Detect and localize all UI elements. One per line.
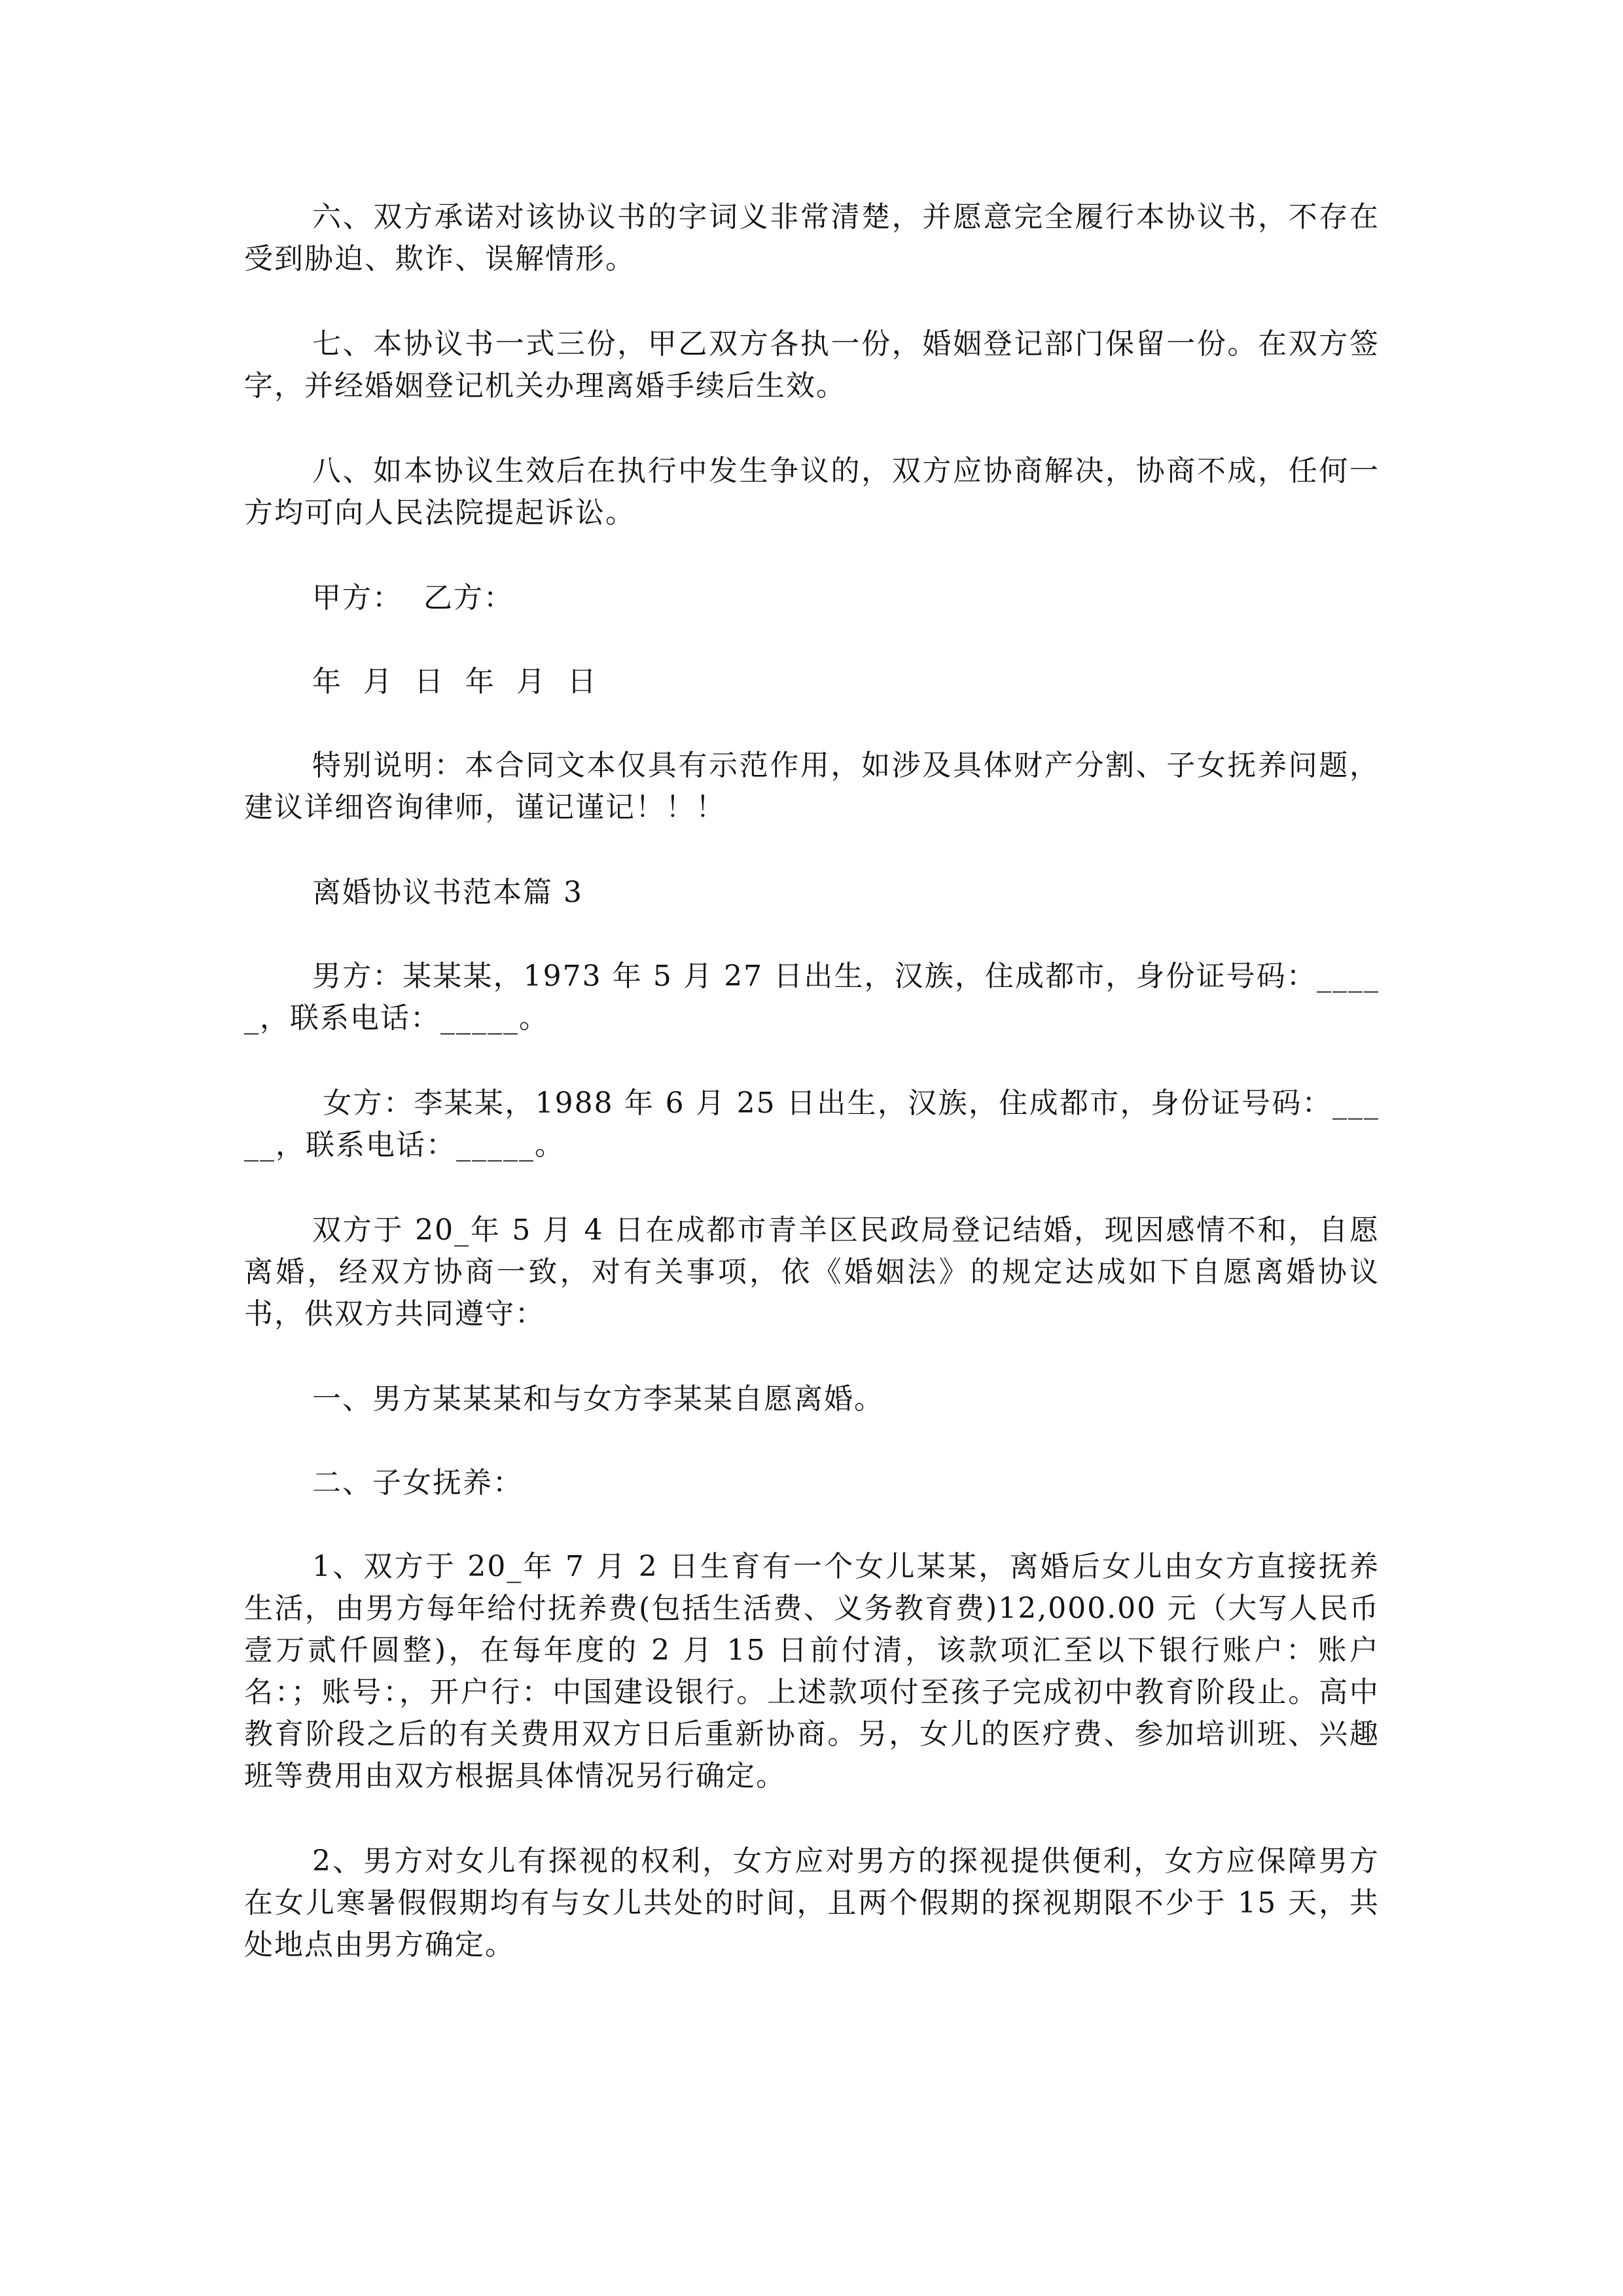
clause-seven: 七、本协议书一式三份，甲乙双方各执一份，婚姻登记部门保留一份。在双方签字，并经婚姻登记机关办理离婚手续后生效。 <box>244 327 1380 403</box>
visitation-clause: 2、男方对女儿有探视的权利，女方应对男方的探视提供便利，女方应保障男方在女儿寒暑假假期均有与女儿共处的时间，且两个假期的探视期限不少于 15 天，共处地点由男方确定。 <box>244 1844 1380 1962</box>
clause-one: 一、男方某某某和与女方李某某自愿离婚。 <box>312 1382 884 1416</box>
special-note: 特别说明：本合同文本仅具有示范作用，如涉及具体财产分割、子女抚养问题，建议详细咨询律师，谨记谨记！！！ <box>244 749 1380 824</box>
male-party-info: 男方：某某某，1973 年 5 月 27 日出生，汉族，住成都市，身份证号码：_____，联系电话：_____。 <box>244 960 1380 1035</box>
signature-dates: 年 月 日 年 月 日 <box>312 665 597 698</box>
clause-six: 六、双方承诺对该协议书的字词义非常清楚，并愿意完全履行本协议书，不存在受到胁迫、欺诈、误解情形。 <box>244 200 1380 276</box>
clause-two-heading: 二、子女抚养： <box>312 1466 523 1499</box>
agreement-preamble: 双方于 20_年 5 月 4 日在成都市青羊区民政局登记结婚，现因感情不和，自愿离婚，经双方协商一致，对有关事项，依《婚姻法》的规定达成如下自愿离婚协议书，供双方共同遵守： <box>244 1213 1380 1331</box>
clause-eight: 八、如本协议生效后在执行中发生争议的，双方应协商解决，协商不成，任何一方均可向人民法院提起诉讼。 <box>244 454 1380 529</box>
female-party-info: 女方：李某某，1988 年 6 月 25 日出生，汉族，住成都市，身份证号码：_____，联系电话：_____。 <box>244 1086 1380 1162</box>
document-body <box>244 196 1380 1966</box>
section-heading: 离婚协议书范本篇 3 <box>312 876 583 909</box>
child-support-clause: 1、双方于 20_年 7 月 2 日生育有一个女儿某某，离婚后女儿由女方直接抚养生活，由男方每年给付抚养费(包括生活费、义务教育费)12,000.00 元（大写人民币壹万贰仟圆整)，在每年度的 2 月 15 日前付清，该款项汇至以下银行账户：账户名：；账号：，开户行：中国建设银行。上述款项付至孩子完成初中教育阶段止。高中教育阶段之后的有关费用双方日后重新协商。另，女儿的医疗费、参加培训班、兴趣班等费用由双方根据具体情况另行确定。 <box>244 1550 1380 1793</box>
signature-parties: 甲方： 乙方： <box>312 581 514 615</box>
